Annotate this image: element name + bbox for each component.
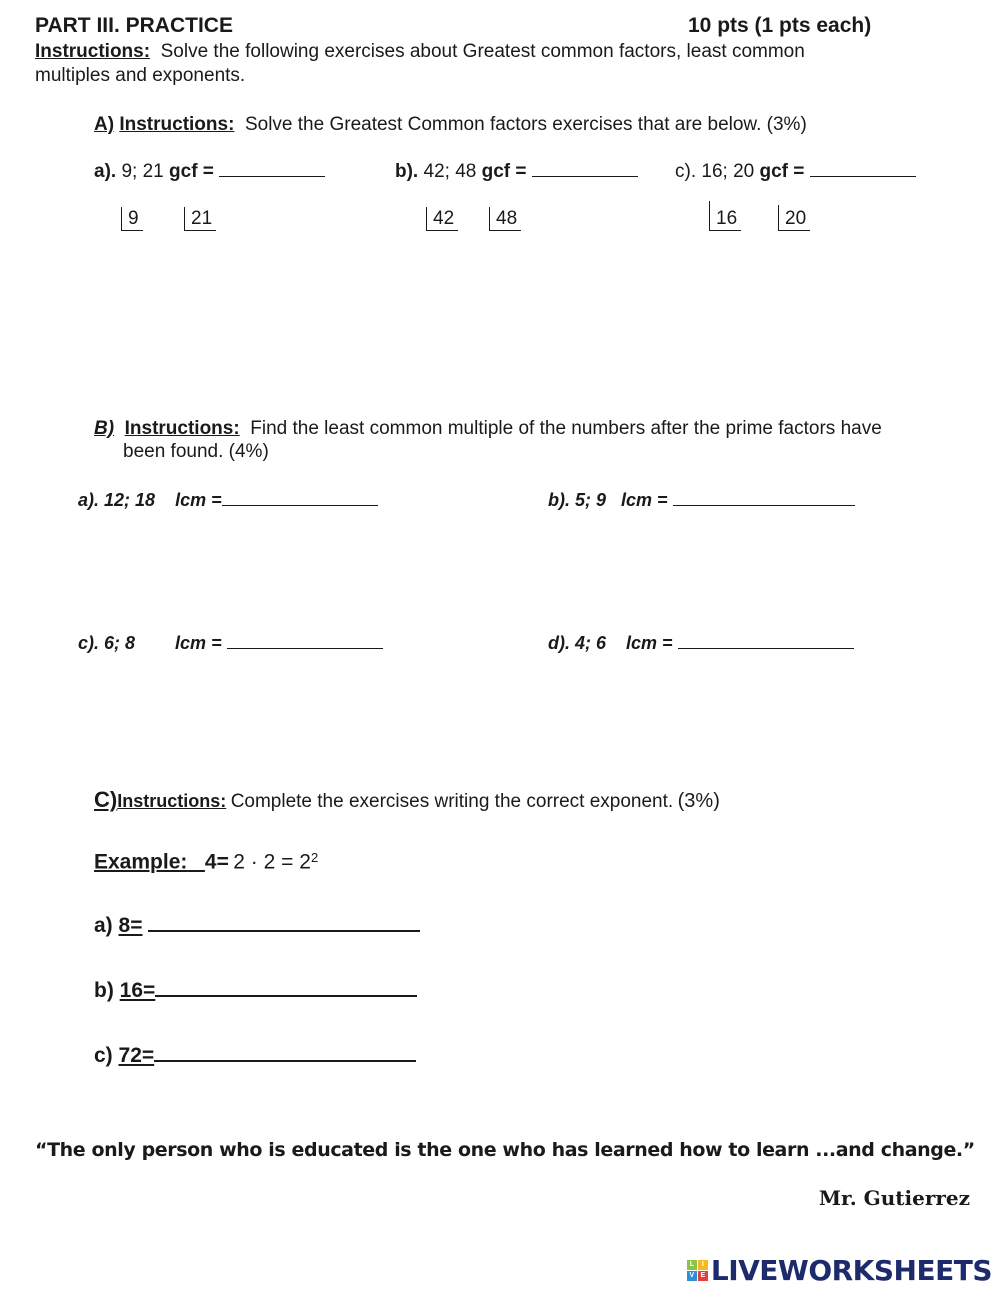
instructions-label: Instructions: [117,791,227,811]
division-ladder[interactable]: 42 [426,207,458,231]
division-ladder[interactable]: 9 [121,207,143,231]
points-label: 10 pts (1 pts each) [688,14,872,37]
instructions-text: Solve the Greatest Common factors exercises that are below. (3%) [244,114,807,135]
gcf-exercise-c [675,161,916,183]
logo-tile: L [687,1260,697,1270]
division-ladder[interactable]: 48 [489,207,521,231]
division-ladder[interactable]: 21 [184,207,216,231]
section-letter: C) [94,787,118,812]
example-label: Example: [94,850,188,874]
exercise-letter: c) [94,1044,113,1067]
exercise-label: b). [395,161,419,182]
lcm-label: lcm = [621,490,668,510]
exercise-numbers: 9; 21 [121,161,164,182]
instructions-text-line2: been found. (4%) [123,441,269,462]
instructions-label: Instructions: [35,41,151,62]
lcm-exercise-d [548,633,854,654]
instructions-text: Complete the exercises writing the correct exponent. [230,791,674,812]
exercise-letter: a) [94,914,113,937]
exercise-label: a). 12; 18 [78,490,156,510]
exponent-exercise-b [94,979,417,1003]
gcf-exercise-a [94,161,325,183]
liveworksheets-logo[interactable] [687,1254,992,1287]
section-b-instructions [94,418,882,440]
quote-author: Mr. Gutierrez [818,1186,970,1210]
answer-blank[interactable] [222,491,378,506]
exponent-exercise-c [94,1044,416,1068]
exercise-value: 72= [118,1044,155,1067]
example-expression: 2 · 2 = 2 [233,850,311,874]
exponent-example [94,850,318,874]
exercise-value: 8= [118,914,143,937]
exercise-label: c). 6; 8 [78,633,136,653]
answer-blank[interactable] [154,1044,416,1062]
logo-tile: I [698,1260,708,1270]
header-instructions [35,41,805,63]
answer-blank[interactable] [155,979,417,997]
section-c-instructions [94,787,720,813]
answer-blank[interactable] [148,914,420,932]
logo-tile: E [698,1271,708,1281]
answer-blank[interactable] [673,491,855,506]
lcm-label: lcm = [626,633,673,653]
division-ladder[interactable]: 16 [709,201,741,231]
logo-tiles-icon [687,1260,708,1281]
logo-tile: V [687,1271,697,1281]
section-letter: B) [94,418,115,439]
gcf-label: gcf = [759,161,805,182]
brand-name: LIVEWORKSHEETS [710,1254,992,1287]
exercise-label: b). 5; 9 [548,490,607,510]
lcm-exercise-c [78,633,383,654]
exercise-numbers: 16; 20 [701,161,755,182]
section-letter: A) [94,114,115,135]
exercise-label: c). [675,161,697,182]
exercise-label: d). 4; 6 [548,633,607,653]
gcf-label: gcf = [169,161,214,182]
lcm-exercise-a [78,490,378,511]
division-ladder[interactable]: 20 [778,205,810,231]
exercise-value: 16= [119,979,156,1002]
section-a-instructions [94,114,807,136]
page-title: PART III. PRACTICE [35,14,233,37]
answer-blank[interactable] [810,162,916,177]
answer-blank[interactable] [678,634,854,649]
lcm-label: lcm = [175,490,222,510]
instructions-label: Instructions: [124,418,240,439]
instructions-text: Solve the following exercises about Greatest common factors, least common [160,41,805,62]
gcf-label: gcf = [481,161,527,182]
exercise-label: a). [94,161,117,182]
example-exponent: 2 [310,850,319,865]
exercise-numbers: 42; 48 [423,161,477,182]
lcm-label: lcm = [175,633,222,653]
lcm-exercise-b [548,490,855,511]
exercise-letter: b) [94,979,114,1002]
example-number: 4= [204,850,229,874]
instructions-text: Find the least common multiple of the numbers after the prime factors have [250,418,882,439]
exponent-exercise-a [94,914,420,938]
answer-blank[interactable] [227,634,383,649]
percent-label: (3%) [677,790,720,812]
gcf-exercise-b [395,161,638,183]
answer-blank[interactable] [219,162,325,177]
instructions-text-line2: multiples and exponents. [35,65,246,86]
quote: “The only person who is educated is the one who has learned how to learn ...and change.” [35,1139,975,1161]
answer-blank[interactable] [532,162,638,177]
instructions-label: Instructions: [119,114,235,135]
